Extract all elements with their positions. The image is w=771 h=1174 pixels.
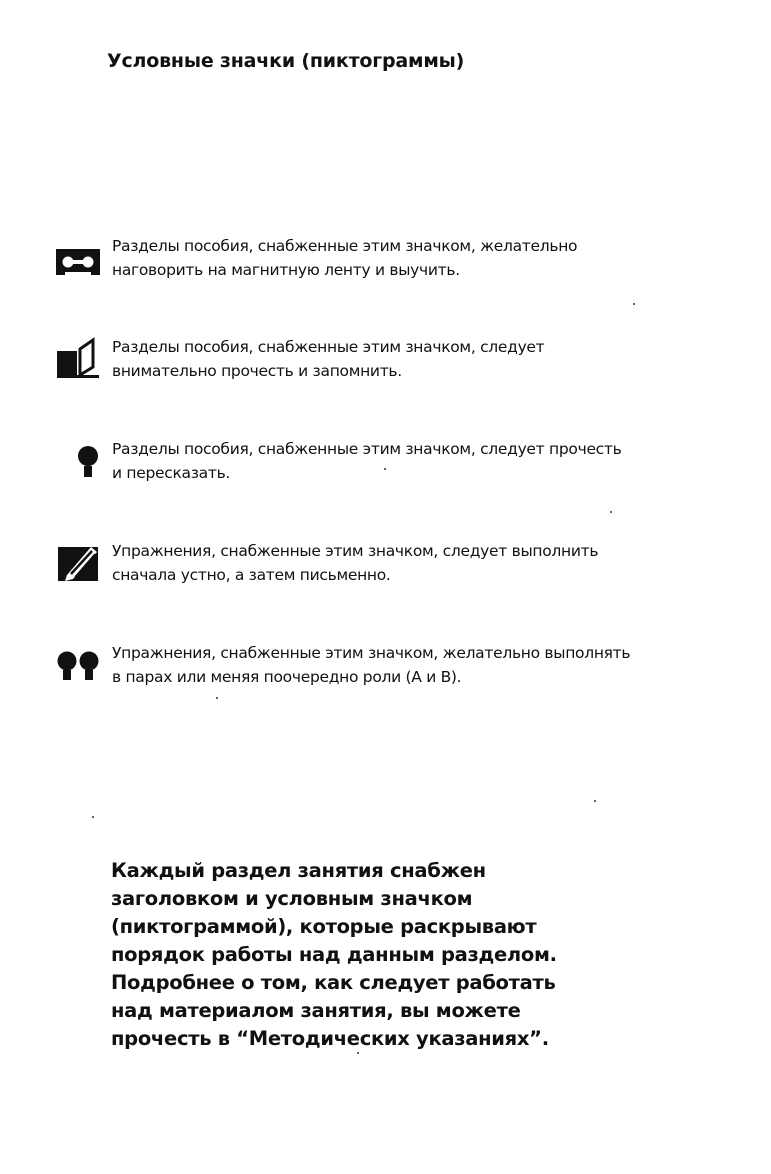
legend-item-text: Разделы пособия, снабженные этим значком, следует прочесть и пересказать.	[112, 440, 622, 482]
print-speck	[216, 697, 218, 699]
pen-writing-icon	[55, 541, 101, 583]
legend-item-pair	[0, 641, 771, 701]
legend-item-book	[0, 335, 771, 395]
page-title: Условные значки (пиктограммы)	[107, 50, 465, 72]
legend-item-cassette	[0, 234, 771, 294]
two-speakers-icon	[55, 645, 101, 687]
print-speck	[357, 1052, 359, 1054]
legend-item-pen	[0, 539, 771, 599]
legend-item-text: Разделы пособия, снабженные этим значком, желательно наговорить на магнитную ленту и выучить.	[112, 237, 578, 279]
print-speck	[92, 816, 94, 818]
legend-item-text: Упражнения, снабженные этим значком, следует выполнить сначала устно, а затем письменно.	[112, 542, 599, 584]
legend-item-text: Упражнения, снабженные этим значком, желательно выполнять в парах или меняя поочередно роли (А и В).	[112, 644, 631, 686]
print-speck	[384, 468, 386, 470]
print-speck	[633, 303, 635, 305]
print-speck	[610, 511, 612, 513]
open-book-icon	[55, 337, 101, 379]
print-speck	[594, 800, 596, 802]
legend-item-speaker	[0, 437, 771, 497]
legend-item-text: Разделы пособия, снабженные этим значком, следует внимательно прочесть и запомнить.	[112, 338, 545, 380]
explanatory-note: Каждый раздел занятия снабжен заголовком и условным значком (пиктограммой), которые раскрывают порядок работы над данным разделом. Подробнее о том, как следует работать над материалом занятия, вы можете прочесть в “Методических указаниях”.	[111, 859, 557, 1050]
cassette-tape-icon	[55, 240, 101, 282]
speaker-head-icon	[55, 439, 101, 481]
